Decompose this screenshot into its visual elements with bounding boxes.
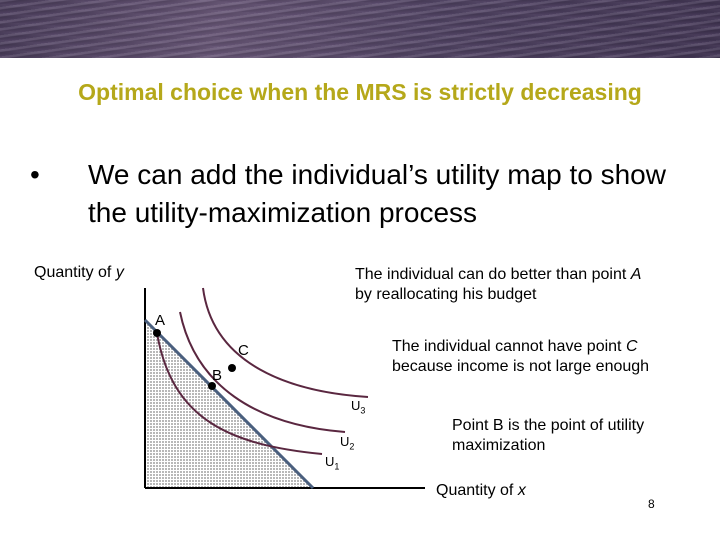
page-number: 8 [648,497,655,511]
bullet-text: We can add the individual’s utility map to show the utility-maximization process [88,159,666,228]
curve-label-u1: $U_1$ [325,454,340,472]
point-c-dot [228,364,236,372]
point-a-dot [153,329,161,337]
point-a-label: A [155,312,166,329]
x-axis-label: Quantity of x [436,482,526,499]
point-c-label: C [238,342,249,359]
point-b-label: B [212,367,223,384]
annotation-point-b: Point B is the point of utility maximization [452,417,645,454]
indifference-curve-u3 [203,288,368,397]
slide-title: Optimal choice when the MRS is strictly decreasing [78,79,642,105]
curve-label-u3: $U_3$ [351,398,366,416]
bullet-marker: • [30,159,40,190]
curve-label-u2: $U_2$ [340,434,355,452]
y-axis-label: Quantity of y [34,264,124,281]
annotation-point-a: The individual can do better than point A by reallocating his budget [355,266,642,303]
annotation-point-c: The individual cannot have point C because income is not large enough [392,338,650,375]
